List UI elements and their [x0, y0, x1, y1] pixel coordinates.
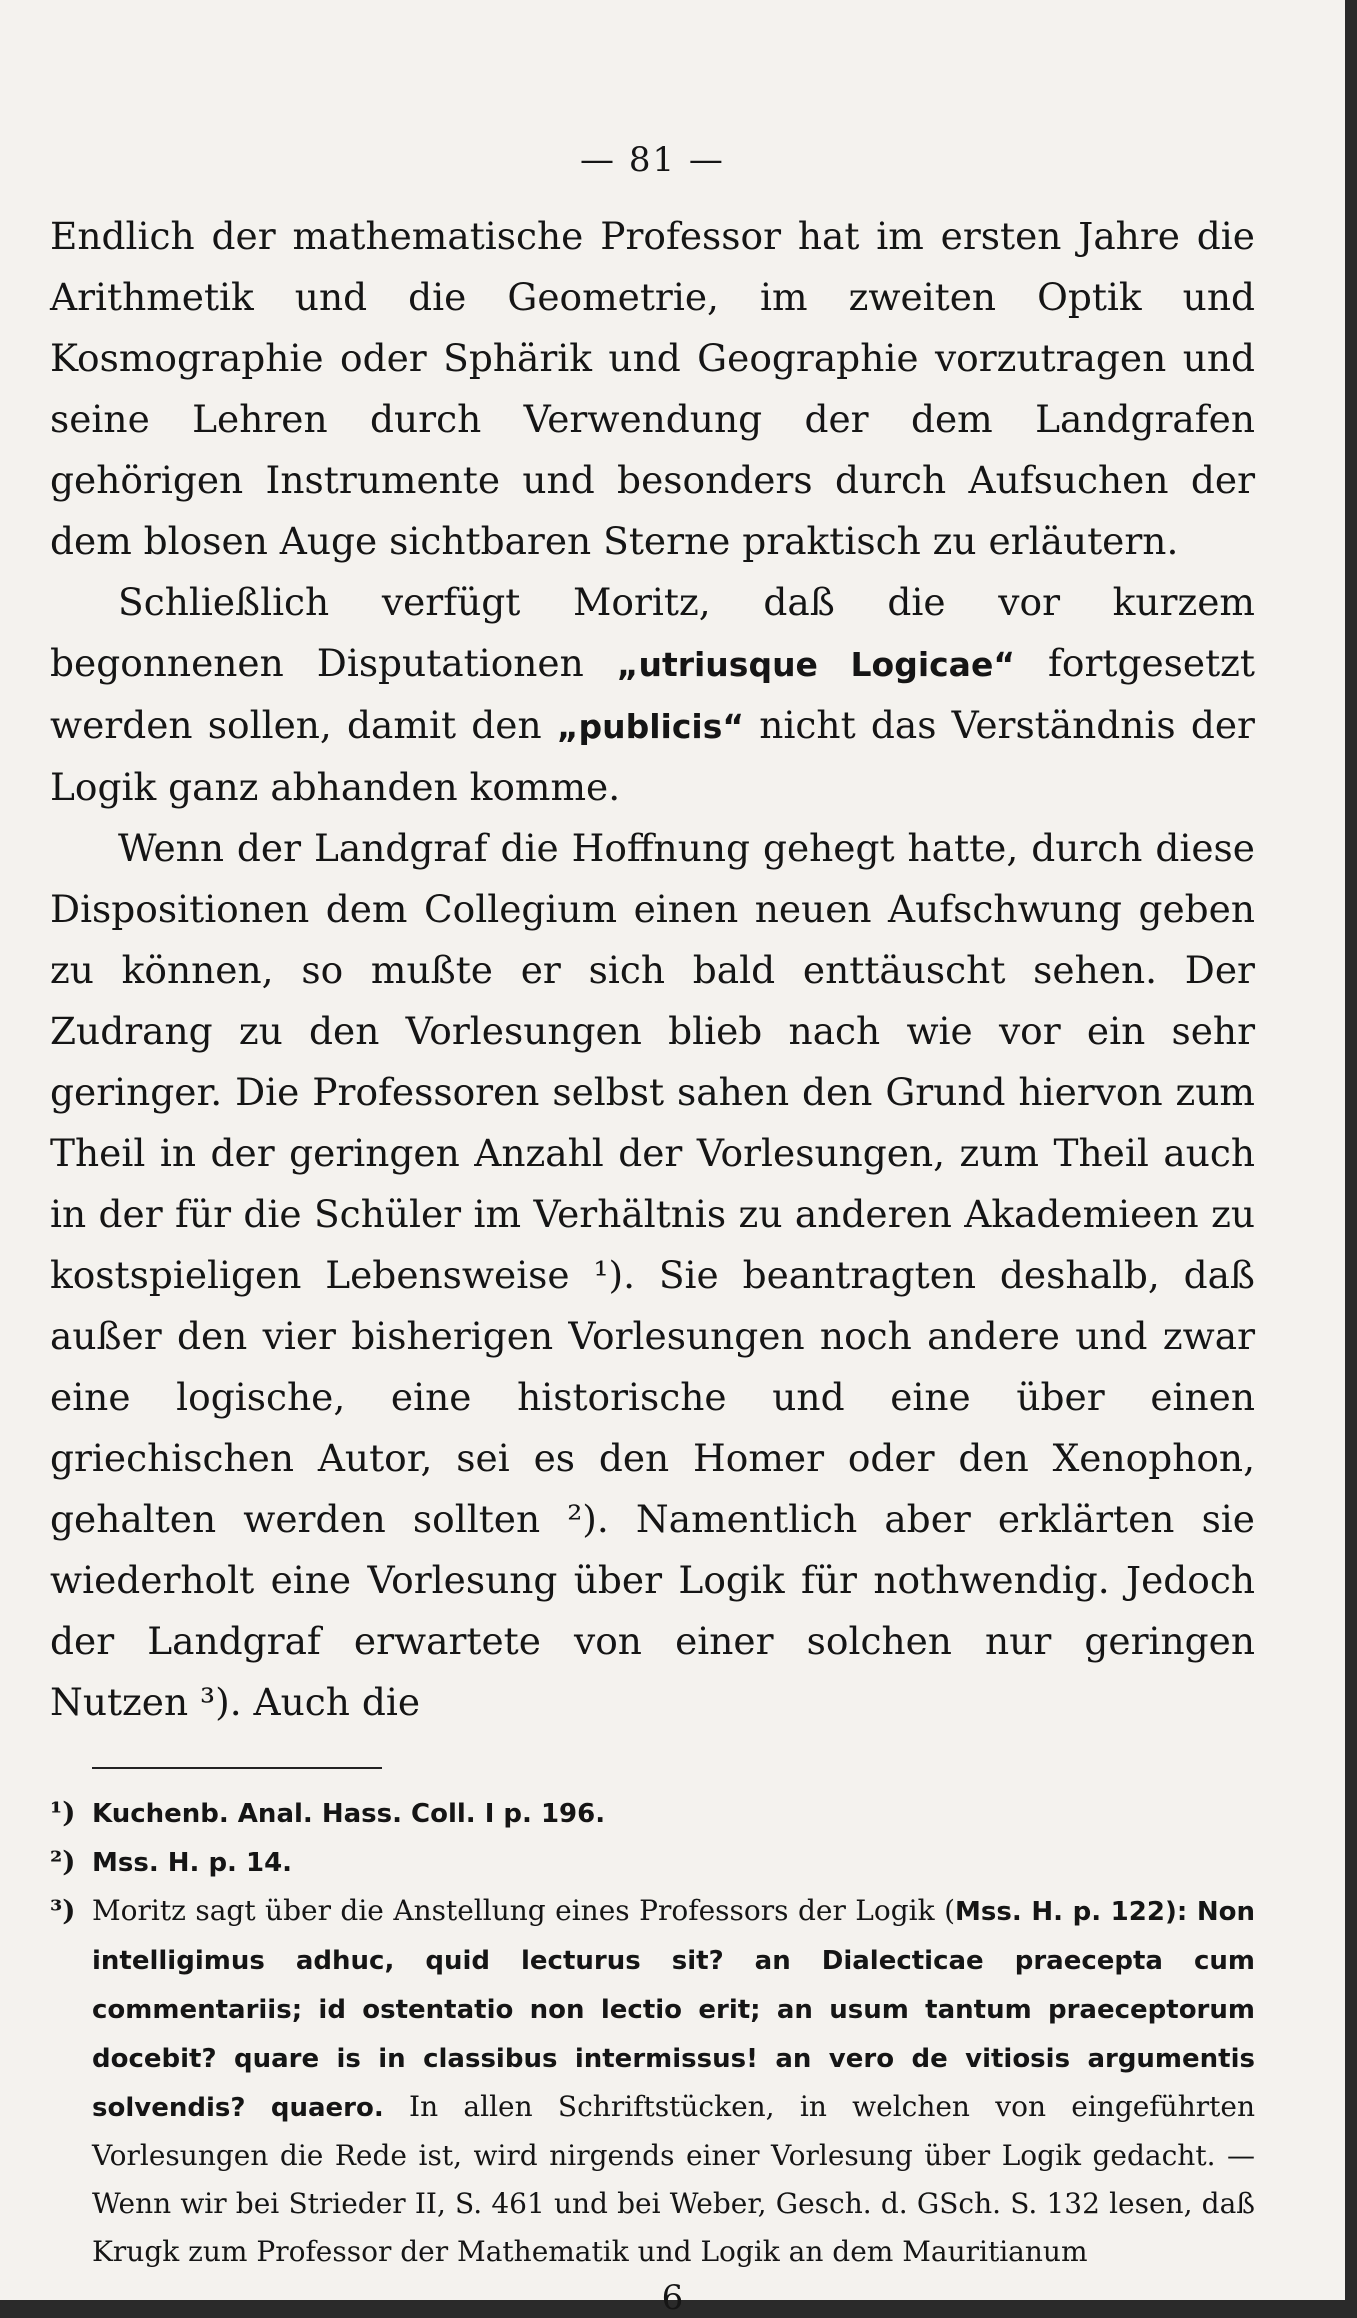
- footnote-3-mark: ³): [50, 1894, 76, 1927]
- footnote-3-part-a: Moritz sagt über die Anstellung eines Professors der Logik (: [92, 1894, 955, 1927]
- footnote-3: [50, 1887, 1255, 2276]
- printer-signature: 6: [661, 2278, 684, 2318]
- footnote-3-latin: Mss. H. p. 122): Non intelligimus adhuc, quid lecturus sit? an Dialecticae praecepta cum commentariis; id ostentatio non lectio erit; an usum tantum praeceptorum docebit? quare is in classibus intermissus! an vero de vitiosis argumentis solvendis? quaero.: [92, 1897, 1255, 2123]
- page-number: — 81 —: [580, 140, 725, 180]
- paragraph-2-part-b: fortgesetzt werden sollen, damit den: [50, 641, 1255, 747]
- footnotes: [50, 1789, 1255, 2276]
- footnote-1-mark: ¹): [50, 1796, 76, 1829]
- paragraph-2-part-a: Schließlich verfügt Moritz, daß die vor kurzem begonnenen Disputationen: [50, 580, 1255, 685]
- footnote-2-mark: ²): [50, 1845, 76, 1878]
- paragraph-2: [50, 572, 1255, 818]
- footnote-3-part-b: In allen Schriftstücken, in welchen von eingeführten Vorlesungen die Rede ist, wird nirgends einer Vorlesung über Logik gedacht. — Wenn wir bei Strieder II, S. 461 und bei Weber, Gesch. d. GSch. S. 132 lesen, daß Krugk zum Professor der Mathematik und Logik an dem Mauritianum: [92, 2090, 1255, 2268]
- footnote-2-text: Mss. H. p. 14.: [92, 1848, 293, 1878]
- footnote-1: [50, 1789, 1255, 1838]
- latin-quote-utriusque-logicae: „utriusque Logicae“: [616, 645, 1016, 684]
- footnote-1-text: Kuchenb. Anal. Hass. Coll. I p. 196.: [92, 1799, 606, 1829]
- footnote-2: [50, 1838, 1255, 1887]
- paragraph-1: Endlich der mathematische Professor hat im ersten Jahre die Arithmetik und die Geometrie, im zweiten Optik und Kosmographie oder Sphärik und Geographie vorzutragen und seine Lehren durch Verwendung der dem Landgrafen gehörigen Instrumente und besonders durch Aufsuchen der dem blosen Auge sichtbaren Sterne praktisch zu erläutern.: [50, 214, 1255, 563]
- footnote-divider: [92, 1767, 382, 1769]
- body-text: [50, 206, 1255, 1733]
- latin-quote-publicis: „publicis“: [556, 707, 745, 746]
- paragraph-3: Wenn der Landgraf die Hoffnung gehegt hatte, durch diese Dispositionen dem Collegium einen neuen Aufschwung geben zu können, so mußte er sich bald enttäuscht sehen. Der Zudrang zu den Vorlesungen blieb nach wie vor ein sehr geringer. Die Professoren selbst sahen den Grund hiervon zum Theil in der geringen Anzahl der Vorlesungen, zum Theil auch in der für die Schüler im Verhältnis zu anderen Akademieen zu kostspieligen Lebensweise ¹). Sie beantragten deshalb, daß außer den vier bisherigen Vorlesungen noch andere und zwar eine logische, eine historische und eine über einen griechischen Autor, sei es den Homer oder den Xenophon, gehalten werden sollten ²). Namentlich aber erklärten sie wiederholt eine Vorlesung über Logik für nothwendig. Jedoch der Landgraf erwartete von einer solchen nur geringen Nutzen ³). Auch die: [50, 826, 1255, 1724]
- paragraph-2-part-c: nicht das Verständnis der Logik ganz abhanden komme.: [50, 703, 1255, 809]
